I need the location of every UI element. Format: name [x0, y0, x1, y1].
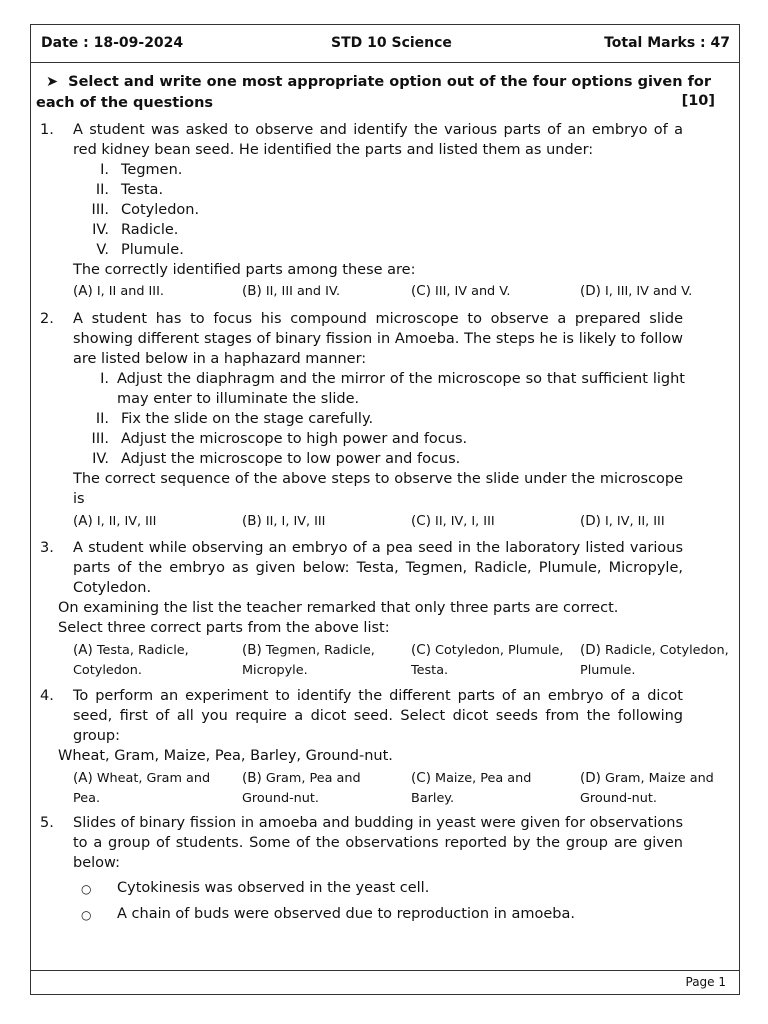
- list-item: I.: [100, 371, 109, 387]
- question-text: A student while observing an embryo of a pea seed in the laboratory listed various parts of the embryo as given below: Testa, Tegmen, Radicle, Plumule, Micropyle, Cotyledon.: [73, 540, 683, 596]
- question-number: 5.: [40, 815, 54, 831]
- page-number: Page 1: [685, 975, 726, 989]
- list-item: I. Tegmen.: [100, 162, 183, 178]
- section-marks: [10]: [681, 93, 715, 109]
- list-item: III. Adjust the microscope to high power and focus.: [91, 431, 468, 447]
- question-text: Slides of binary fission in amoeba and budding in yeast were given for observations to a group of students. Some of the observations reported by the group are given below:: [73, 815, 683, 871]
- seed-group: Wheat, Gram, Maize, Pea, Barley, Ground-nut.: [58, 748, 393, 764]
- list-item: II. Fix the slide on the stage carefully.: [95, 411, 374, 427]
- question-number: 4.: [40, 688, 54, 704]
- question-number: 3.: [40, 540, 54, 556]
- observation-item: A chain of buds were observed due to reproduction in amoeba.: [117, 906, 575, 922]
- option-c[interactable]: (C) III, IV and V.: [411, 283, 511, 299]
- option-b[interactable]: (B) Gram, Pea and Ground-nut.: [242, 770, 361, 806]
- page-header: [31, 25, 739, 63]
- question-text: To perform an experiment to identify the different parts of an embryo of a dicot seed, first of all you require a dicot seed. Select dicot seeds from the following group:: [73, 688, 683, 744]
- question-text: A student has to focus his compound microscope to observe a prepared slide showing different stages of binary fission in Amoeba. The steps he is likely to follow are listed below in a haphazard manner:: [73, 311, 683, 367]
- option-c[interactable]: (C) Maize, Pea and Barley.: [411, 770, 532, 806]
- list-item: IV. Adjust the microscope to low power and focus.: [92, 451, 461, 467]
- list-item: III. Cotyledon.: [91, 202, 200, 218]
- list-item: II. Testa.: [95, 182, 164, 198]
- question-followup: The correct sequence of the above steps to observe the slide under the microscope is: [73, 471, 683, 507]
- option-d[interactable]: (D) Gram, Maize and Ground-nut.: [580, 770, 714, 806]
- question-instruction: Select three correct parts from the above list:: [58, 620, 390, 636]
- list-item: V. Plumule.: [96, 242, 184, 258]
- footer-divider: [31, 970, 739, 971]
- question-text: A student was asked to observe and identify the various parts of an embryo of a red kidney bean seed. He identified the parts and listed them as under:: [73, 122, 683, 158]
- option-a[interactable]: (A) I, II, IV, III: [73, 513, 157, 529]
- exam-date: Date : 18-09-2024: [41, 35, 184, 51]
- list-item: IV. Radicle.: [92, 222, 179, 238]
- option-d[interactable]: (D) I, III, IV and V.: [580, 283, 693, 299]
- exam-title: STD 10 Science: [331, 35, 452, 51]
- arrow-icon: ➤: [46, 74, 59, 90]
- option-c[interactable]: (C) Cotyledon, Plumule, Testa.: [411, 642, 564, 678]
- list-item-text: Adjust the diaphragm and the mirror of the microscope so that sufficient light may enter to illuminate the slide.: [117, 371, 685, 407]
- section-instruction: [36, 72, 731, 114]
- question-remark: On examining the list the teacher remarked that only three parts are correct.: [58, 600, 619, 616]
- option-d[interactable]: (D) Radicle, Cotyledon, Plumule.: [580, 642, 729, 678]
- option-c[interactable]: (C) II, IV, I, III: [411, 513, 495, 529]
- option-a[interactable]: (A) Testa, Radicle, Cotyledon.: [73, 642, 189, 678]
- bullet-icon: ○: [81, 882, 92, 896]
- bullet-icon: ○: [81, 908, 92, 922]
- page-frame: [30, 24, 740, 995]
- option-a[interactable]: (A) Wheat, Gram and Pea.: [73, 770, 211, 806]
- option-a[interactable]: (A) I, II and III.: [73, 283, 164, 299]
- question-followup: The correctly identified parts among these are:: [73, 262, 416, 278]
- option-d[interactable]: (D) I, IV, II, III: [580, 513, 665, 529]
- option-b[interactable]: (B) II, I, IV, III: [242, 513, 326, 529]
- option-b[interactable]: (B) Tegmen, Radicle, Micropyle.: [242, 642, 375, 678]
- instruction-text: Select and write one most appropriate option out of the four options given for each of the questions: [36, 74, 711, 111]
- question-number: 2.: [40, 311, 54, 327]
- observation-item: Cytokinesis was observed in the yeast cell.: [117, 880, 430, 896]
- total-marks: Total Marks : 47: [604, 35, 730, 51]
- question-number: 1.: [40, 122, 54, 138]
- option-b[interactable]: (B) II, III and IV.: [242, 283, 341, 299]
